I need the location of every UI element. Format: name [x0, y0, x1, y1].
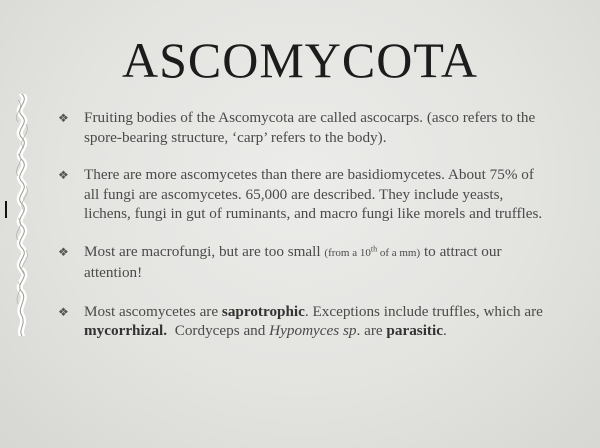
term-parasitic: parasitic — [386, 322, 443, 339]
bullet-list — [52, 108, 552, 341]
diamond-bullet-icon: ❖ — [58, 168, 69, 182]
term-mycorrhizal: mycorrhizal. — [84, 322, 168, 339]
bullet-text-part: to attract our attention! — [84, 242, 502, 281]
rope-vine-decoration — [8, 94, 36, 336]
diamond-bullet-icon: ❖ — [58, 244, 69, 259]
species-name: Hypomyces sp — [269, 322, 357, 339]
superscript: th — [370, 243, 378, 253]
bullet-item — [52, 165, 552, 224]
diamond-bullet-icon: ❖ — [58, 111, 69, 125]
text-cursor — [5, 201, 7, 218]
bullet-text-part: Most ascomycetes are — [84, 302, 222, 320]
term-saprotrophic: saprotrophic — [221, 302, 305, 320]
bullet-text-part: Most are macrofungi, but are too small — [84, 242, 325, 260]
bullet-text-part: Cordyceps and — [167, 322, 270, 339]
size-note — [324, 243, 421, 259]
diamond-bullet-icon: ❖ — [58, 304, 69, 319]
bullet-text-part: . — [442, 322, 447, 339]
bullet-text-part: . Exceptions include truffles, which are — [304, 302, 543, 320]
bullet-text-part: . are — [356, 322, 387, 339]
size-note-end: of a mm) — [377, 246, 421, 259]
bullet-text: There are more ascomycetes than there are basidiomycetes. About 75% of all fungi are ascomycetes. 65,000 are described. They include yeasts, lichens, fungi in gut of ruminants, and macro fungi like morels and truffles. — [84, 166, 543, 222]
bullet-item — [52, 302, 552, 341]
size-note-start: (from a 10 — [324, 246, 371, 259]
bullet-item — [52, 108, 552, 147]
bullet-item — [52, 242, 552, 283]
bullet-text: Fruiting bodies of the Ascomycota are called ascocarps. (asco refers to the spore-bearing structure, ‘carp’ refers to the body). — [84, 109, 536, 146]
slide-title: ASCOMYCOTA — [121, 32, 479, 88]
